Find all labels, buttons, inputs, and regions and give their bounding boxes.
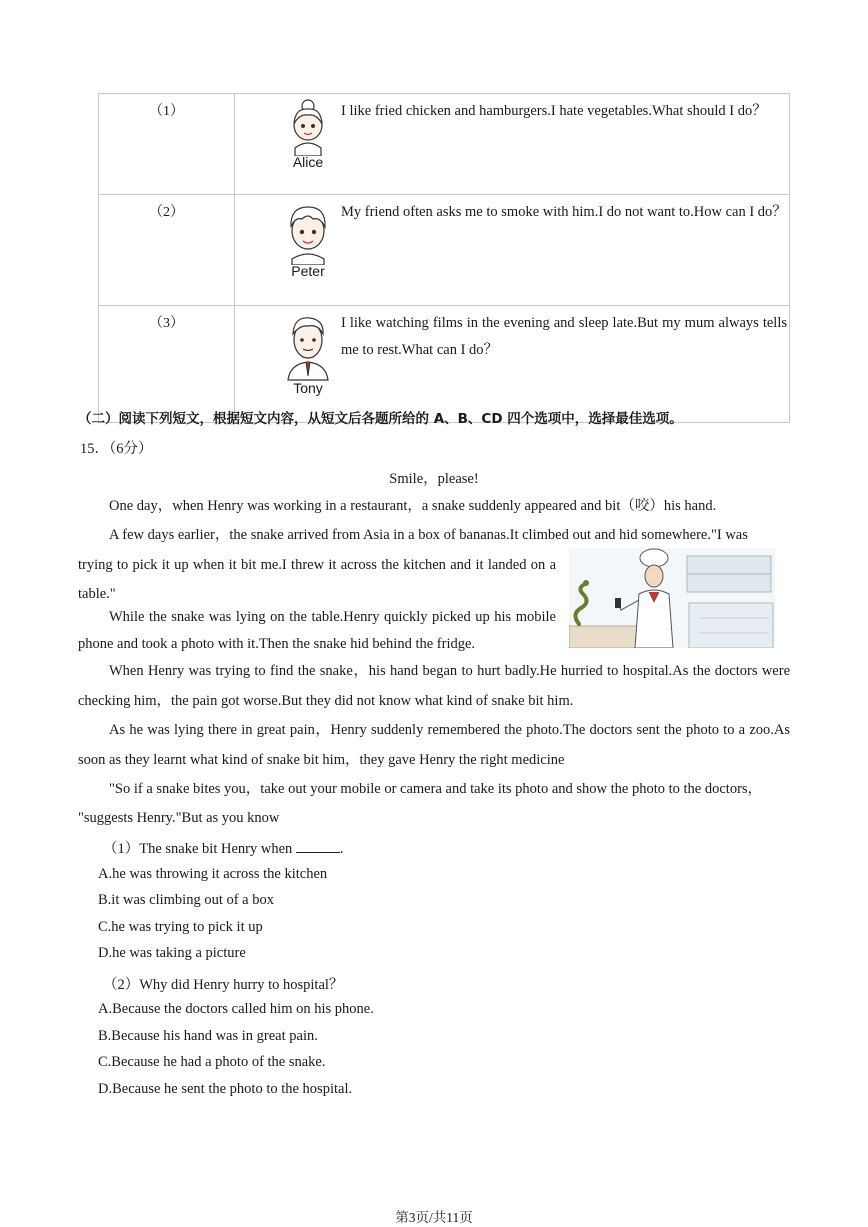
question-1-option-a: A.he was throwing it across the kitchen: [98, 866, 328, 882]
character-name: Peter: [291, 263, 325, 279]
question-1-option-d: D.he was taking a picture: [98, 945, 246, 961]
page-number: 第3页/共11页: [395, 1210, 473, 1225]
paragraph-4: When Henry was trying to find the snake，his hand began to hurt badly.He hurried to hospital.As the doctors were checking him，the pain got worse.But they did not know what kind of snake bit him.: [78, 663, 790, 709]
table-row: [99, 306, 790, 423]
question-2-option-c: C.Because he had a photo of the snake.: [98, 1054, 326, 1070]
girl-face-icon: [283, 98, 333, 156]
paragraph-5: As he was lying there in great pain，Henry suddenly remembered the photo.The doctors sent the photo to a zoo.As soon as they learnt what kind of snake bit him，they gave Henry the right medicine: [78, 722, 790, 768]
row-number: （3）: [99, 306, 235, 423]
paragraph-6: "So if a snake bites you，take out your mobile or camera and take its photo and show the photo to the doctors，: [109, 781, 763, 797]
question-1-option-b: B.it was climbing out of a box: [98, 892, 274, 908]
paragraph-2-line-1: A few days earlier，the snake arrived from Asia in a box of bananas.It climbed out and hid somewhere."I was: [109, 527, 748, 543]
passage-title: Smile，please!: [389, 471, 479, 487]
paragraph-1: One day，when Henry was working in a restaurant，a snake suddenly appeared and bit（咬）his hand.: [109, 498, 717, 514]
table-row: [99, 195, 790, 306]
question-2-stem: （2）Why did Henry hurry to hospital？: [103, 977, 344, 993]
man-face-icon: [280, 310, 336, 382]
boy-face-icon: [280, 199, 336, 265]
chef-snake-illustration: [569, 548, 775, 648]
character-name: Tony: [293, 380, 323, 396]
alice-portrait: [273, 98, 343, 170]
row-number: （1）: [99, 94, 235, 195]
question-1-option-c: C.he was trying to pick it up: [98, 919, 263, 935]
question-2-option-a: A.Because the doctors called him on his phone.: [98, 1001, 374, 1017]
character-statement: I like fried chicken and hamburgers.I hate vegetables.What should I do？: [341, 103, 767, 119]
section-heading: （二）阅读下列短文，根据短文内容，从短文后各题所给的 A、B、CD 四个选项中，选择最佳选项。: [78, 411, 683, 427]
advice-table: [98, 93, 790, 423]
question-2-option-b: B.Because his hand was in great pain.: [98, 1028, 318, 1044]
tony-portrait: [273, 310, 343, 396]
table-row: [99, 94, 790, 195]
row-number: （2）: [99, 195, 235, 306]
question-2-option-d: D.Because he sent the photo to the hospital.: [98, 1081, 353, 1097]
question-number: 15．（6分）: [80, 441, 153, 457]
paragraph-3: While the snake was lying on the table.Henry quickly picked up his mobile phone and took a photo with it.Then the snake hid behind the fridge.: [78, 609, 556, 652]
peter-portrait: [273, 199, 343, 279]
question-1-stem: （1）The snake bit Henry when .: [103, 841, 344, 857]
answer-blank: [296, 839, 340, 853]
paragraph-2-continued: trying to pick it up when it bit me.I threw it across the kitchen and it landed on a table.": [78, 556, 556, 602]
character-name: Alice: [292, 154, 324, 170]
character-statement: I like watching films in the evening and sleep late.But my mum always tells me to rest.What can I do？: [341, 315, 787, 358]
paragraph-6-continued: "suggests Henry."But as you know: [78, 810, 280, 826]
character-statement: My friend often asks me to smoke with him.I do not want to.How can I do？: [341, 204, 787, 220]
